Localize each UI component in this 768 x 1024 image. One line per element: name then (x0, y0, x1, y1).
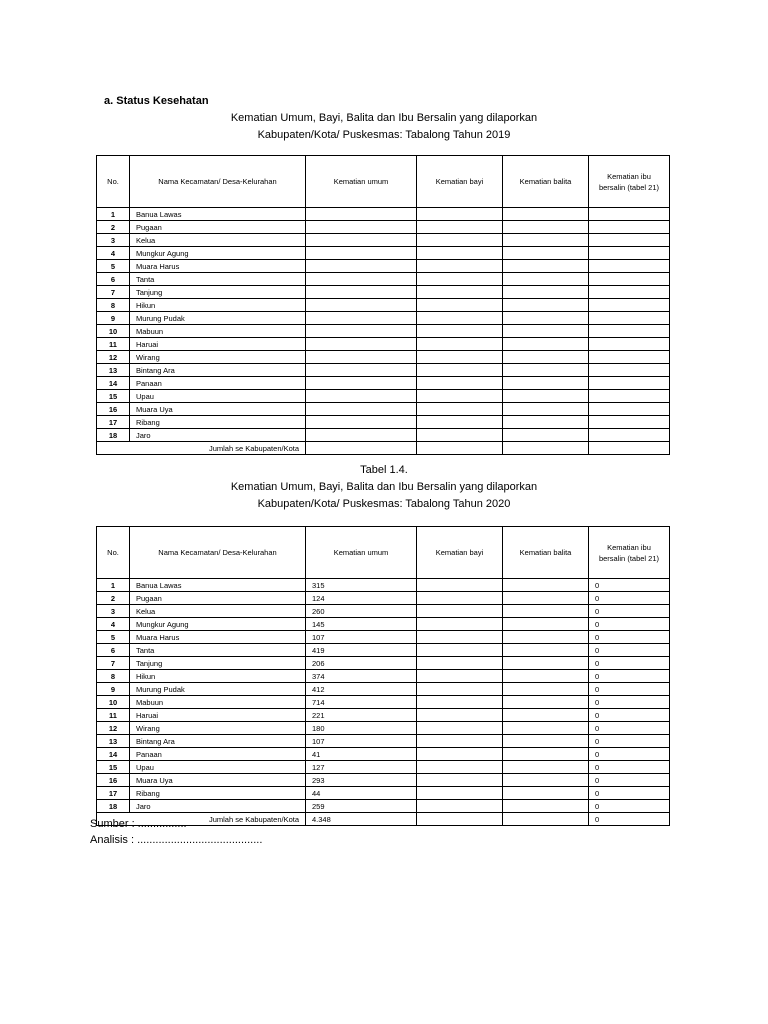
table-row (97, 286, 670, 299)
cell-kematian-umum: 145 (306, 618, 417, 631)
table-row (97, 683, 670, 696)
table-row (97, 605, 670, 618)
cell-name: Bintang Ara (130, 364, 306, 377)
cell-kematian-umum (306, 403, 417, 416)
cell-kematian-bayi (417, 579, 503, 592)
table-row (97, 260, 670, 273)
table-row (97, 657, 670, 670)
total-kematian-umum: 4.348 (306, 813, 417, 826)
cell-no: 12 (97, 722, 130, 735)
cell-kematian-bayi (417, 722, 503, 735)
cell-kematian-balita (503, 709, 589, 722)
cell-kematian-umum (306, 325, 417, 338)
table-row (97, 722, 670, 735)
cell-no: 7 (97, 286, 130, 299)
header-kematian-umum: Kematian umum (306, 527, 417, 579)
total-kematian-umum (306, 442, 417, 455)
table-body (97, 208, 670, 455)
cell-kematian-umum (306, 234, 417, 247)
table1-caption (0, 110, 768, 144)
cell-name: Haruai (130, 709, 306, 722)
cell-kematian-umum: 374 (306, 670, 417, 683)
cell-name: Murung Pudak (130, 683, 306, 696)
table-row (97, 631, 670, 644)
sumber-line: Sumber : ................ (90, 818, 187, 830)
cell-kematian-bayi (417, 800, 503, 813)
cell-kematian-balita (503, 234, 589, 247)
table-row (97, 377, 670, 390)
table-row (97, 312, 670, 325)
total-kematian-ibu: 0 (589, 813, 670, 826)
table-row (97, 761, 670, 774)
table-row (97, 592, 670, 605)
cell-kematian-umum: 41 (306, 748, 417, 761)
cell-kematian-ibu: 0 (589, 631, 670, 644)
cell-kematian-balita (503, 273, 589, 286)
cell-no: 2 (97, 221, 130, 234)
cell-kematian-ibu (589, 377, 670, 390)
cell-kematian-ibu (589, 364, 670, 377)
cell-kematian-umum: 107 (306, 631, 417, 644)
cell-kematian-umum: 412 (306, 683, 417, 696)
cell-kematian-bayi (417, 709, 503, 722)
cell-kematian-balita (503, 364, 589, 377)
cell-kematian-balita (503, 605, 589, 618)
cell-kematian-bayi (417, 390, 503, 403)
cell-no: 1 (97, 208, 130, 221)
cell-kematian-ibu: 0 (589, 774, 670, 787)
cell-kematian-umum: 206 (306, 657, 417, 670)
cell-kematian-bayi (417, 657, 503, 670)
cell-kematian-balita (503, 208, 589, 221)
table-row (97, 273, 670, 286)
cell-kematian-umum: 180 (306, 722, 417, 735)
table-row (97, 247, 670, 260)
cell-kematian-balita (503, 579, 589, 592)
cell-no: 8 (97, 299, 130, 312)
cell-kematian-ibu: 0 (589, 696, 670, 709)
cell-kematian-ibu: 0 (589, 722, 670, 735)
header-name: Nama Kecamatan/ Desa-Kelurahan (130, 527, 306, 579)
cell-kematian-balita (503, 416, 589, 429)
cell-kematian-bayi (417, 247, 503, 260)
cell-kematian-ibu (589, 351, 670, 364)
cell-kematian-umum (306, 416, 417, 429)
cell-kematian-bayi (417, 605, 503, 618)
cell-kematian-ibu: 0 (589, 735, 670, 748)
cell-no: 13 (97, 364, 130, 377)
total-label: Jumlah se Kabupaten/Kota (97, 442, 306, 455)
cell-kematian-ibu (589, 273, 670, 286)
cell-kematian-balita (503, 403, 589, 416)
cell-kematian-umum (306, 221, 417, 234)
cell-kematian-bayi (417, 670, 503, 683)
cell-name: Hikun (130, 670, 306, 683)
total-kematian-bayi (417, 813, 503, 826)
total-kematian-ibu (589, 442, 670, 455)
cell-kematian-balita (503, 735, 589, 748)
cell-no: 9 (97, 683, 130, 696)
cell-kematian-balita (503, 592, 589, 605)
cell-kematian-bayi (417, 273, 503, 286)
cell-no: 14 (97, 377, 130, 390)
cell-name: Tanta (130, 644, 306, 657)
table2-caption-line2: Kabupaten/Kota/ Puskesmas: Tabalong Tahun 2020 (257, 498, 511, 510)
cell-kematian-bayi (417, 312, 503, 325)
table-row (97, 299, 670, 312)
table2-caption-line1: Kematian Umum, Bayi, Balita dan Ibu Bersalin yang dilaporkan (230, 481, 538, 493)
cell-kematian-ibu (589, 221, 670, 234)
cell-no: 4 (97, 618, 130, 631)
cell-kematian-ibu: 0 (589, 683, 670, 696)
cell-kematian-umum: 107 (306, 735, 417, 748)
table-2020 (96, 526, 670, 826)
cell-kematian-balita (503, 377, 589, 390)
cell-kematian-ibu: 0 (589, 761, 670, 774)
header-kematian-ibu: Kematian ibu bersalin (tabel 21) (589, 156, 670, 208)
header-kematian-bayi: Kematian bayi (417, 527, 503, 579)
cell-kematian-umum: 419 (306, 644, 417, 657)
cell-kematian-ibu: 0 (589, 670, 670, 683)
cell-kematian-ibu: 0 (589, 748, 670, 761)
cell-no: 15 (97, 761, 130, 774)
cell-kematian-ibu (589, 286, 670, 299)
cell-name: Ribang (130, 787, 306, 800)
cell-kematian-bayi (417, 631, 503, 644)
cell-kematian-balita (503, 748, 589, 761)
cell-kematian-ibu (589, 234, 670, 247)
cell-kematian-umum (306, 338, 417, 351)
table-row (97, 325, 670, 338)
total-kematian-bayi (417, 442, 503, 455)
cell-name: Tanta (130, 273, 306, 286)
cell-kematian-balita (503, 351, 589, 364)
table-body (97, 579, 670, 826)
table-row (97, 338, 670, 351)
table-row (97, 800, 670, 813)
cell-kematian-balita (503, 774, 589, 787)
cell-kematian-balita (503, 429, 589, 442)
cell-kematian-bayi (417, 377, 503, 390)
cell-kematian-balita (503, 696, 589, 709)
header-name: Nama Kecamatan/ Desa-Kelurahan (130, 156, 306, 208)
cell-no: 6 (97, 644, 130, 657)
cell-kematian-balita (503, 683, 589, 696)
cell-kematian-bayi (417, 644, 503, 657)
cell-kematian-umum: 127 (306, 761, 417, 774)
cell-name: Muara Harus (130, 260, 306, 273)
cell-kematian-ibu (589, 390, 670, 403)
cell-kematian-bayi (417, 592, 503, 605)
table-row (97, 208, 670, 221)
cell-no: 8 (97, 670, 130, 683)
cell-no: 1 (97, 579, 130, 592)
cell-kematian-bayi (417, 748, 503, 761)
cell-kematian-bayi (417, 774, 503, 787)
table-row (97, 735, 670, 748)
cell-kematian-balita (503, 761, 589, 774)
cell-kematian-umum: 259 (306, 800, 417, 813)
table-row (97, 670, 670, 683)
cell-no: 7 (97, 657, 130, 670)
table-total-row (97, 442, 670, 455)
table-row (97, 234, 670, 247)
cell-kematian-umum: 44 (306, 787, 417, 800)
cell-kematian-balita (503, 299, 589, 312)
cell-kematian-bayi (417, 208, 503, 221)
cell-kematian-bayi (417, 618, 503, 631)
cell-no: 9 (97, 312, 130, 325)
cell-kematian-balita (503, 644, 589, 657)
cell-name: Pugaan (130, 221, 306, 234)
cell-kematian-bayi (417, 429, 503, 442)
cell-name: Muara Harus (130, 631, 306, 644)
cell-no: 5 (97, 260, 130, 273)
header-kematian-ibu: Kematian ibu bersalin (tabel 21) (589, 527, 670, 579)
cell-kematian-balita (503, 618, 589, 631)
cell-name: Banua Lawas (130, 579, 306, 592)
cell-kematian-bayi (417, 403, 503, 416)
cell-kematian-umum: 221 (306, 709, 417, 722)
cell-no: 3 (97, 234, 130, 247)
cell-name: Jaro (130, 429, 306, 442)
table1-caption-line2: Kabupaten/Kota/ Puskesmas: Tabalong Tahun 2019 (257, 129, 511, 141)
cell-kematian-balita (503, 338, 589, 351)
header-no: No. (97, 527, 130, 579)
table-row (97, 748, 670, 761)
cell-kematian-umum: 714 (306, 696, 417, 709)
table-row (97, 390, 670, 403)
cell-name: Murung Pudak (130, 312, 306, 325)
table-row (97, 429, 670, 442)
table-row (97, 579, 670, 592)
cell-kematian-bayi (417, 787, 503, 800)
cell-no: 6 (97, 273, 130, 286)
cell-kematian-umum: 260 (306, 605, 417, 618)
cell-name: Panaan (130, 377, 306, 390)
cell-name: Upau (130, 761, 306, 774)
table1-caption-line1: Kematian Umum, Bayi, Balita dan Ibu Bersalin yang dilaporkan (230, 112, 538, 124)
cell-kematian-ibu: 0 (589, 657, 670, 670)
cell-kematian-bayi (417, 416, 503, 429)
table-row (97, 709, 670, 722)
cell-kematian-umum (306, 351, 417, 364)
cell-no: 14 (97, 748, 130, 761)
cell-kematian-umum (306, 429, 417, 442)
cell-kematian-umum (306, 208, 417, 221)
cell-kematian-balita (503, 286, 589, 299)
cell-no: 16 (97, 403, 130, 416)
table-2019 (96, 155, 670, 455)
cell-kematian-bayi (417, 286, 503, 299)
cell-name: Bintang Ara (130, 735, 306, 748)
cell-kematian-balita (503, 657, 589, 670)
header-kematian-balita: Kematian balita (503, 156, 589, 208)
cell-kematian-ibu: 0 (589, 709, 670, 722)
cell-name: Pugaan (130, 592, 306, 605)
cell-kematian-bayi (417, 696, 503, 709)
cell-name: Mungkur Agung (130, 618, 306, 631)
analisis-line: Analisis : ......................................... (90, 834, 263, 846)
cell-name: Tanjung (130, 657, 306, 670)
cell-kematian-umum (306, 299, 417, 312)
cell-no: 10 (97, 696, 130, 709)
cell-no: 13 (97, 735, 130, 748)
cell-kematian-ibu (589, 338, 670, 351)
cell-kematian-umum (306, 286, 417, 299)
total-kematian-balita (503, 442, 589, 455)
cell-kematian-umum: 293 (306, 774, 417, 787)
cell-no: 17 (97, 787, 130, 800)
cell-kematian-ibu (589, 416, 670, 429)
cell-no: 11 (97, 709, 130, 722)
table-row (97, 644, 670, 657)
cell-name: Jaro (130, 800, 306, 813)
cell-kematian-ibu: 0 (589, 605, 670, 618)
table2-caption (0, 462, 768, 513)
cell-no: 17 (97, 416, 130, 429)
cell-kematian-balita (503, 221, 589, 234)
header-kematian-bayi: Kematian bayi (417, 156, 503, 208)
cell-name: Mungkur Agung (130, 247, 306, 260)
cell-no: 2 (97, 592, 130, 605)
table-row (97, 774, 670, 787)
table-row (97, 364, 670, 377)
cell-kematian-bayi (417, 221, 503, 234)
table-row (97, 403, 670, 416)
cell-kematian-balita (503, 390, 589, 403)
cell-name: Banua Lawas (130, 208, 306, 221)
cell-kematian-umum: 315 (306, 579, 417, 592)
cell-kematian-balita (503, 247, 589, 260)
cell-kematian-ibu (589, 403, 670, 416)
cell-kematian-ibu (589, 247, 670, 260)
cell-name: Mabuun (130, 696, 306, 709)
cell-kematian-bayi (417, 299, 503, 312)
cell-kematian-umum (306, 312, 417, 325)
cell-kematian-bayi (417, 260, 503, 273)
cell-name: Kelua (130, 234, 306, 247)
cell-name: Wirang (130, 351, 306, 364)
table2-caption-label: Tabel 1.4. (360, 464, 408, 476)
cell-kematian-ibu (589, 299, 670, 312)
cell-name: Kelua (130, 605, 306, 618)
cell-name: Mabuun (130, 325, 306, 338)
cell-kematian-bayi (417, 735, 503, 748)
cell-kematian-ibu (589, 325, 670, 338)
table-row (97, 787, 670, 800)
cell-kematian-umum (306, 260, 417, 273)
cell-no: 15 (97, 390, 130, 403)
header-no: No. (97, 156, 130, 208)
cell-kematian-ibu: 0 (589, 618, 670, 631)
cell-kematian-bayi (417, 351, 503, 364)
cell-no: 18 (97, 800, 130, 813)
cell-kematian-bayi (417, 761, 503, 774)
cell-kematian-umum (306, 377, 417, 390)
table-row (97, 416, 670, 429)
section-title: a. Status Kesehatan (104, 95, 209, 107)
cell-name: Ribang (130, 416, 306, 429)
cell-kematian-bayi (417, 364, 503, 377)
cell-no: 11 (97, 338, 130, 351)
total-kematian-balita (503, 813, 589, 826)
cell-kematian-ibu (589, 260, 670, 273)
cell-kematian-balita (503, 670, 589, 683)
cell-name: Muara Uya (130, 774, 306, 787)
cell-no: 10 (97, 325, 130, 338)
cell-name: Muara Uya (130, 403, 306, 416)
total-label: Jumlah se Kabupaten/Kota (97, 813, 306, 826)
cell-name: Panaan (130, 748, 306, 761)
header-kematian-balita: Kematian balita (503, 527, 589, 579)
cell-kematian-balita (503, 722, 589, 735)
cell-kematian-umum (306, 364, 417, 377)
cell-kematian-ibu: 0 (589, 644, 670, 657)
table-header-row (97, 156, 670, 208)
cell-kematian-ibu (589, 208, 670, 221)
cell-kematian-ibu: 0 (589, 800, 670, 813)
table-row (97, 696, 670, 709)
cell-no: 4 (97, 247, 130, 260)
cell-kematian-umum: 124 (306, 592, 417, 605)
cell-no: 5 (97, 631, 130, 644)
cell-kematian-balita (503, 631, 589, 644)
cell-kematian-balita (503, 787, 589, 800)
cell-kematian-ibu: 0 (589, 592, 670, 605)
cell-kematian-bayi (417, 234, 503, 247)
cell-no: 18 (97, 429, 130, 442)
cell-name: Upau (130, 390, 306, 403)
cell-kematian-bayi (417, 683, 503, 696)
cell-kematian-ibu (589, 429, 670, 442)
cell-kematian-ibu (589, 312, 670, 325)
header-kematian-umum: Kematian umum (306, 156, 417, 208)
cell-kematian-ibu: 0 (589, 579, 670, 592)
cell-kematian-balita (503, 260, 589, 273)
cell-kematian-umum (306, 273, 417, 286)
cell-kematian-umum (306, 390, 417, 403)
table-row (97, 618, 670, 631)
cell-kematian-umum (306, 247, 417, 260)
table-header-row (97, 527, 670, 579)
table-row (97, 351, 670, 364)
cell-kematian-balita (503, 325, 589, 338)
cell-kematian-balita (503, 312, 589, 325)
cell-kematian-ibu: 0 (589, 787, 670, 800)
cell-no: 12 (97, 351, 130, 364)
cell-name: Tanjung (130, 286, 306, 299)
cell-kematian-bayi (417, 325, 503, 338)
cell-name: Hikun (130, 299, 306, 312)
cell-kematian-bayi (417, 338, 503, 351)
cell-kematian-balita (503, 800, 589, 813)
cell-name: Haruai (130, 338, 306, 351)
cell-no: 3 (97, 605, 130, 618)
cell-name: Wirang (130, 722, 306, 735)
cell-no: 16 (97, 774, 130, 787)
table-row (97, 221, 670, 234)
